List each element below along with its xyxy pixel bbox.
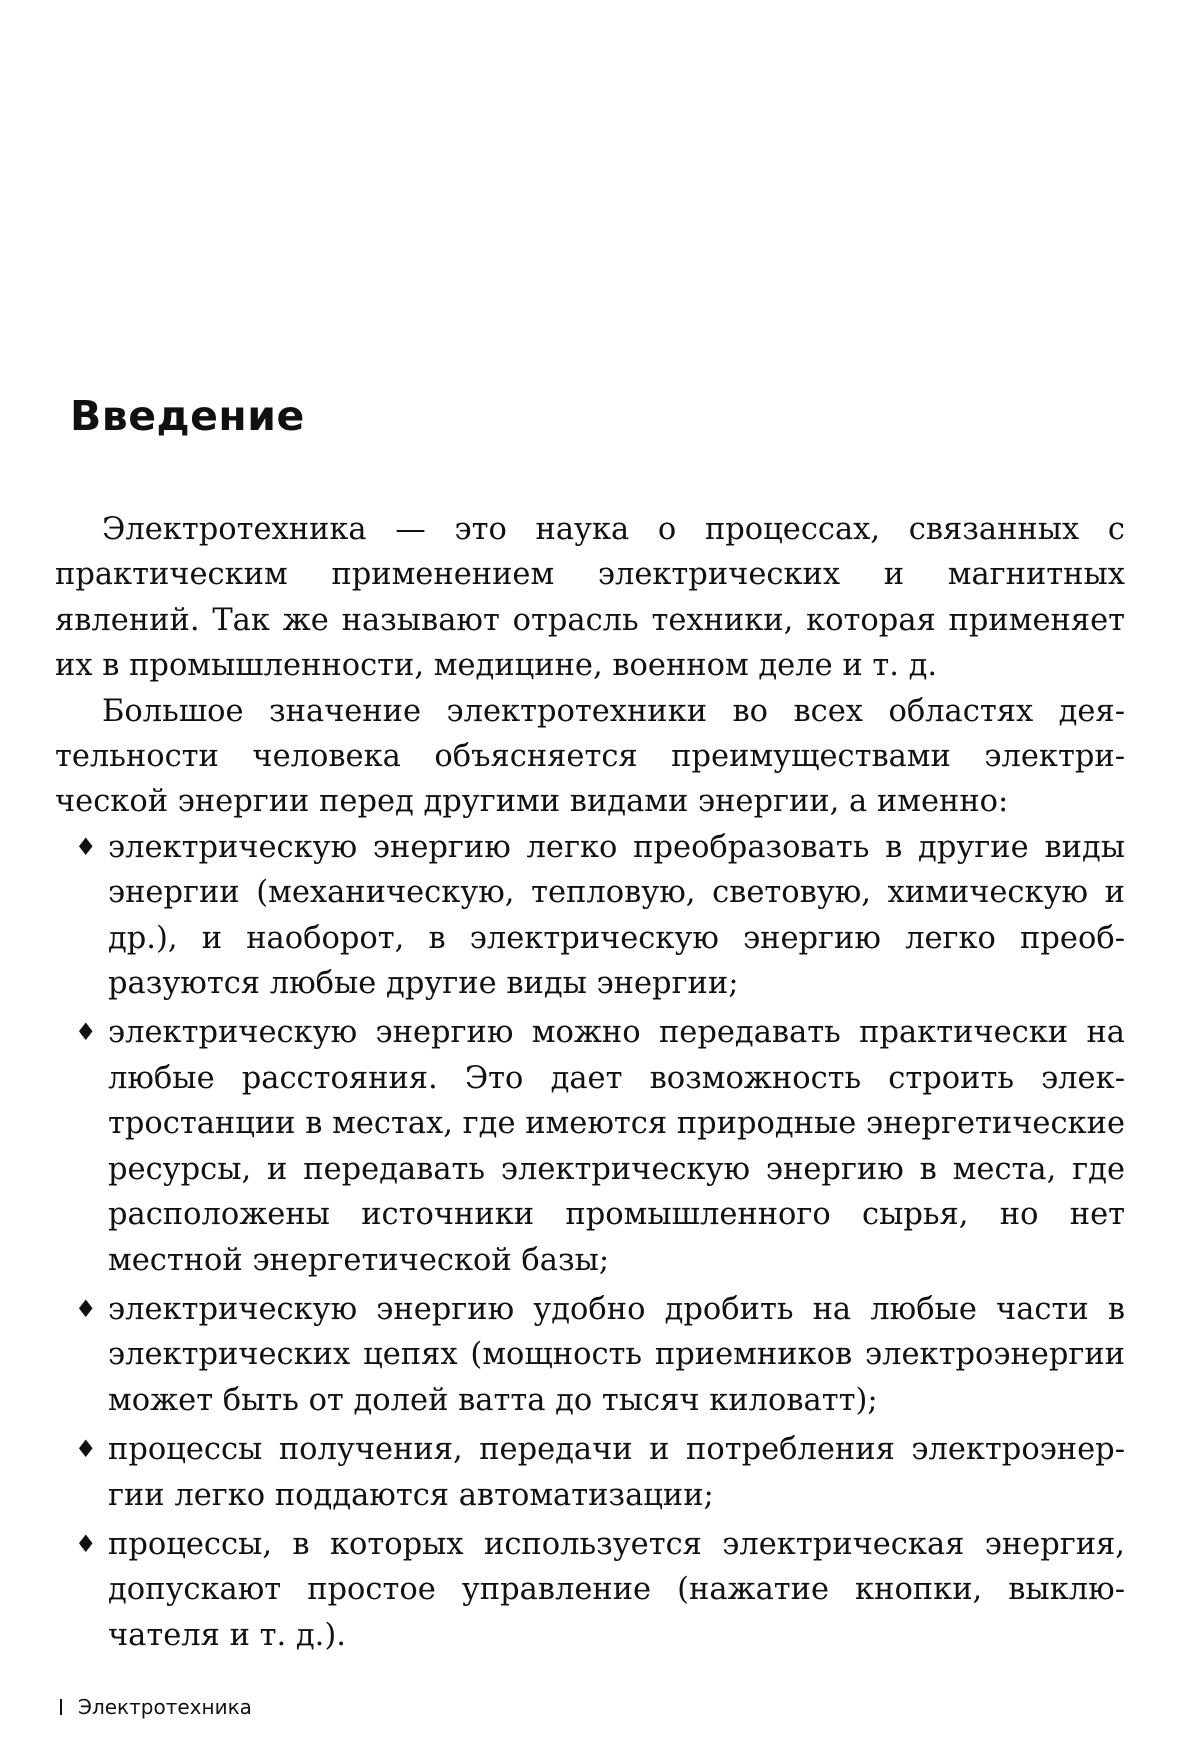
- list-item-text: электрическую энергию удобно дробить на любые части в электрических цепях (мощность приемников электроэнергии может быть от долей ватта до тысяч киловатт);: [108, 1291, 1125, 1418]
- list-item-text: электрическую энергию можно передавать практически на любые расстояния. Это дает возможность строить электростанции в местах, где имеются природные энергетические ресурсы, и передавать электрическую энергию в места, где расположены источники промышленного сырья, но нет местной энергетической базы;: [108, 1015, 1125, 1278]
- diamond-bullet-icon: ♦: [75, 1529, 97, 1558]
- list-item: [55, 1010, 1125, 1282]
- body-text: [55, 507, 1125, 1662]
- list-item-text: процессы, в которых используется электрическая энергия, допускают простое управление (нажатие кнопки, выключателя и т. д.).: [108, 1526, 1125, 1653]
- list-item-text: электрическую энергию легко преобразовать в другие виды энергии (механическую, тепловую, световую, химическую и др.), и наоборот, в электрическую энергию легко преобразуются любые другие виды энергии;: [108, 829, 1125, 1002]
- paragraph-1: Электротехника — это наука о процессах, связанных с практическим применением электрических и магнитных явлений. Так же называют отрасль техники, которая применяет их в промышленности, медицине, военном деле и т. д.: [55, 512, 1125, 684]
- diamond-bullet-icon: ♦: [75, 1018, 97, 1047]
- diamond-bullet-icon: ♦: [75, 832, 97, 861]
- list-item: [55, 825, 1125, 1007]
- diamond-bullet-icon: ♦: [75, 1294, 97, 1323]
- advantages-list: [55, 825, 1125, 1658]
- list-item: [55, 1287, 1125, 1423]
- diamond-bullet-icon: ♦: [75, 1435, 97, 1464]
- footer-label: Электротехника: [78, 1695, 252, 1719]
- paragraph-2: Большое значение электротехники во всех областях деятельности человека объясняется преимуществами электрической энергии перед другими видами энергии, а именно:: [55, 693, 1125, 820]
- list-item: [55, 1427, 1125, 1518]
- running-footer: [60, 1695, 252, 1719]
- footer-bar-mark: [60, 1699, 62, 1715]
- chapter-heading: Введение: [70, 392, 305, 440]
- list-item: [55, 1522, 1125, 1658]
- list-item-text: процессы получения, передачи и потребления электроэнергии легко поддаются автоматизации;: [108, 1432, 1125, 1513]
